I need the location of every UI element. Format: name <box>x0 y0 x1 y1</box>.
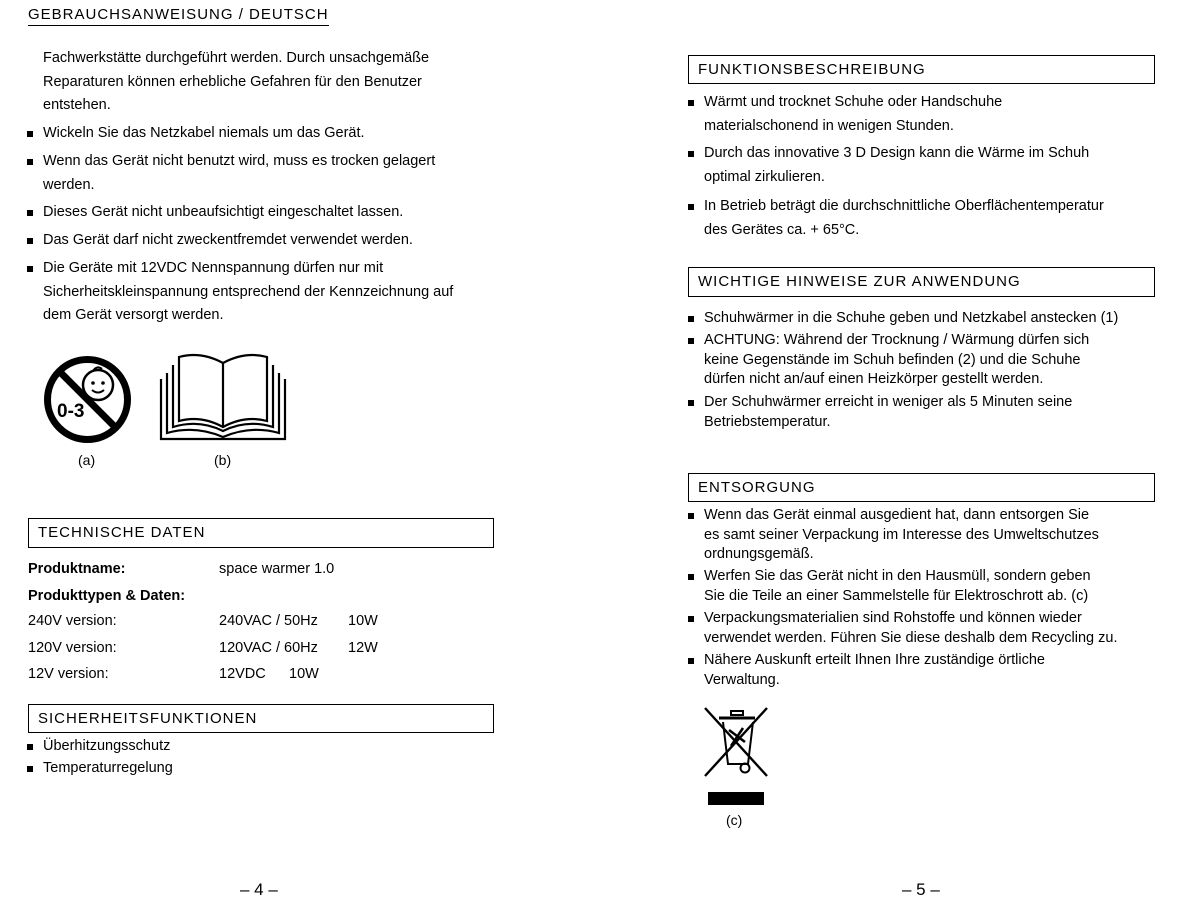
page-number-right: – 5 – <box>902 880 940 899</box>
read-manual-book-icon <box>159 349 287 442</box>
list-item <box>43 150 435 197</box>
bullet-marker <box>27 744 33 750</box>
list-item <box>43 257 453 328</box>
list-item-line: Betriebstemperatur. <box>704 413 831 430</box>
list-item-line: Sicherheitskleinspannung entsprechend der Kennzeichnung auf <box>43 283 454 300</box>
bullet-marker <box>688 574 694 580</box>
bullet-marker <box>27 238 33 244</box>
intro-line: Reparaturen können erhebliche Gefahren für den Benutzer <box>43 73 422 90</box>
spec-row-spec: 120VAC / 60Hz <box>219 640 318 656</box>
list-item-line: Verwaltung. <box>704 671 780 688</box>
list-item-line: Werfen Sie das Gerät nicht in den Hausmüll, sondern geben <box>704 568 1091 584</box>
no-children-0-3-icon <box>41 355 134 445</box>
list-item <box>704 309 1118 329</box>
list-item-line: Verpackungsmaterialien sind Rohstoffe und können wieder <box>704 610 1082 626</box>
figure-caption-c: (c) <box>726 812 743 828</box>
page-header-title: GEBRAUCHSANWEISUNG / DEUTSCH <box>28 6 329 26</box>
list-item <box>704 91 1002 138</box>
list-item <box>704 142 1089 189</box>
list-item-line: dürfen nicht an/auf einen Heizkörper gestellt werden. <box>704 371 1044 387</box>
section-title-disposal: ENTSORGUNG <box>688 473 1155 502</box>
list-item-line: Dieses Gerät nicht unbeaufsichtigt eingeschaltet lassen. <box>43 204 404 220</box>
list-item-line: Der Schuhwärmer erreicht in weniger als 5 Minuten seine <box>704 394 1073 410</box>
list-item <box>704 331 1089 390</box>
list-item-line: Die Geräte mit 12VDC Nennspannung dürfen nur mit <box>43 260 384 276</box>
spec-row-power: 12W <box>348 640 378 656</box>
list-item-line: materialschonend in wenigen Stunden. <box>704 117 954 134</box>
list-item-line: es samt seiner Verpackung im Interesse des Umweltschutzes <box>704 526 1099 543</box>
bullet-marker <box>688 151 694 157</box>
intro-paragraph <box>43 47 429 118</box>
bullet-marker <box>27 131 33 137</box>
bullet-marker <box>688 513 694 519</box>
section-title-usage-notes: WICHTIGE HINWEISE ZUR ANWENDUNG <box>688 267 1155 297</box>
list-item <box>704 567 1091 606</box>
list-item-line: Das Gerät darf nicht zweckentfremdet verwendet werden. <box>43 232 413 248</box>
spec-row-label: 12V version: <box>28 666 109 682</box>
list-item <box>704 506 1099 565</box>
bullet-marker <box>27 159 33 165</box>
figure-caption-b: (b) <box>214 452 232 468</box>
list-item-line: Schuhwärmer in die Schuhe geben und Netzkabel anstecken (1) <box>704 310 1119 326</box>
spec-row-spec: 240VAC / 50Hz <box>219 613 318 629</box>
list-item-line: Nähere Auskunft erteilt Ihnen Ihre zuständige örtliche <box>704 652 1045 668</box>
section-title-safety-features: SICHERHEITSFUNKTIONEN <box>28 704 494 733</box>
age-badge-text: 0-3 <box>57 401 85 422</box>
page-number-left: – 4 – <box>240 880 278 899</box>
spec-row-label: 240V version: <box>28 613 117 629</box>
bullet-marker <box>688 658 694 664</box>
list-item-line: Wickeln Sie das Netzkabel niemals um das Gerät. <box>43 125 365 141</box>
bullet-marker <box>27 210 33 216</box>
list-item-line: ordnungsgemäß. <box>704 546 814 562</box>
bullet-marker <box>688 316 694 322</box>
intro-line: entstehen. <box>43 97 111 113</box>
crossed-out-wheelie-bin-icon <box>703 706 769 806</box>
spec-row-spec: 12VDC <box>219 666 266 682</box>
list-item-line: Wenn das Gerät nicht benutzt wird, muss es trocken gelagert <box>43 153 436 169</box>
bullet-marker <box>688 100 694 106</box>
figure-caption-a: (a) <box>78 452 96 468</box>
bullet-marker <box>27 266 33 272</box>
list-item <box>704 393 1072 432</box>
list-item-line: optimal zirkulieren. <box>704 168 825 185</box>
bullet-marker <box>27 766 33 772</box>
list-item-line: Temperaturregelung <box>43 760 173 776</box>
list-item <box>43 757 173 781</box>
product-types-label: Produkttypen & Daten: <box>28 588 186 604</box>
intro-line: Fachwerkstätte durchgeführt werden. Durch unsachgemäße <box>43 50 430 66</box>
bullet-marker <box>688 616 694 622</box>
section-title-function: FUNKTIONSBESCHREIBUNG <box>688 55 1155 84</box>
bullet-marker <box>688 338 694 344</box>
list-item <box>704 609 1117 648</box>
spec-row-label: 120V version: <box>28 640 117 656</box>
bullet-marker <box>688 400 694 406</box>
list-item-line: Durch das innovative 3 D Design kann die Wärme im Schuh <box>704 145 1090 161</box>
list-item <box>704 651 1045 690</box>
list-item <box>704 195 1104 242</box>
list-item-line: des Gerätes ca. + 65°C. <box>704 221 860 238</box>
spec-row-power: 10W <box>348 613 378 629</box>
list-item-line: Sie die Teile an einer Sammelstelle für Elektroschrott ab. (c) <box>704 587 1089 604</box>
list-item-line: werden. <box>43 176 95 193</box>
list-item <box>43 735 170 759</box>
list-item-line: dem Gerät versorgt werden. <box>43 307 224 323</box>
product-name-label: Produktname: <box>28 561 126 577</box>
list-item-line: Überhitzungsschutz <box>43 738 171 754</box>
bullet-marker <box>688 204 694 210</box>
list-item-line: verwendet werden. Führen Sie diese deshalb dem Recycling zu. <box>704 629 1118 646</box>
list-item <box>43 201 403 225</box>
list-item-line: Wärmt und trocknet Schuhe oder Handschuhe <box>704 94 1003 110</box>
list-item <box>43 122 365 146</box>
section-title-technical-data: TECHNISCHE DATEN <box>28 518 494 548</box>
list-item-line: ACHTUNG: Während der Trocknung / Wärmung dürfen sich <box>704 332 1090 348</box>
list-item-line: keine Gegenstände im Schuh befinden (2) und die Schuhe <box>704 351 1081 368</box>
list-item-line: In Betrieb beträgt die durchschnittliche Oberflächentemperatur <box>704 198 1104 214</box>
list-item <box>43 229 413 253</box>
product-name-value: space warmer 1.0 <box>219 561 335 577</box>
spec-row-power: 10W <box>289 666 319 682</box>
list-item-line: Wenn das Gerät einmal ausgedient hat, dann entsorgen Sie <box>704 507 1090 523</box>
